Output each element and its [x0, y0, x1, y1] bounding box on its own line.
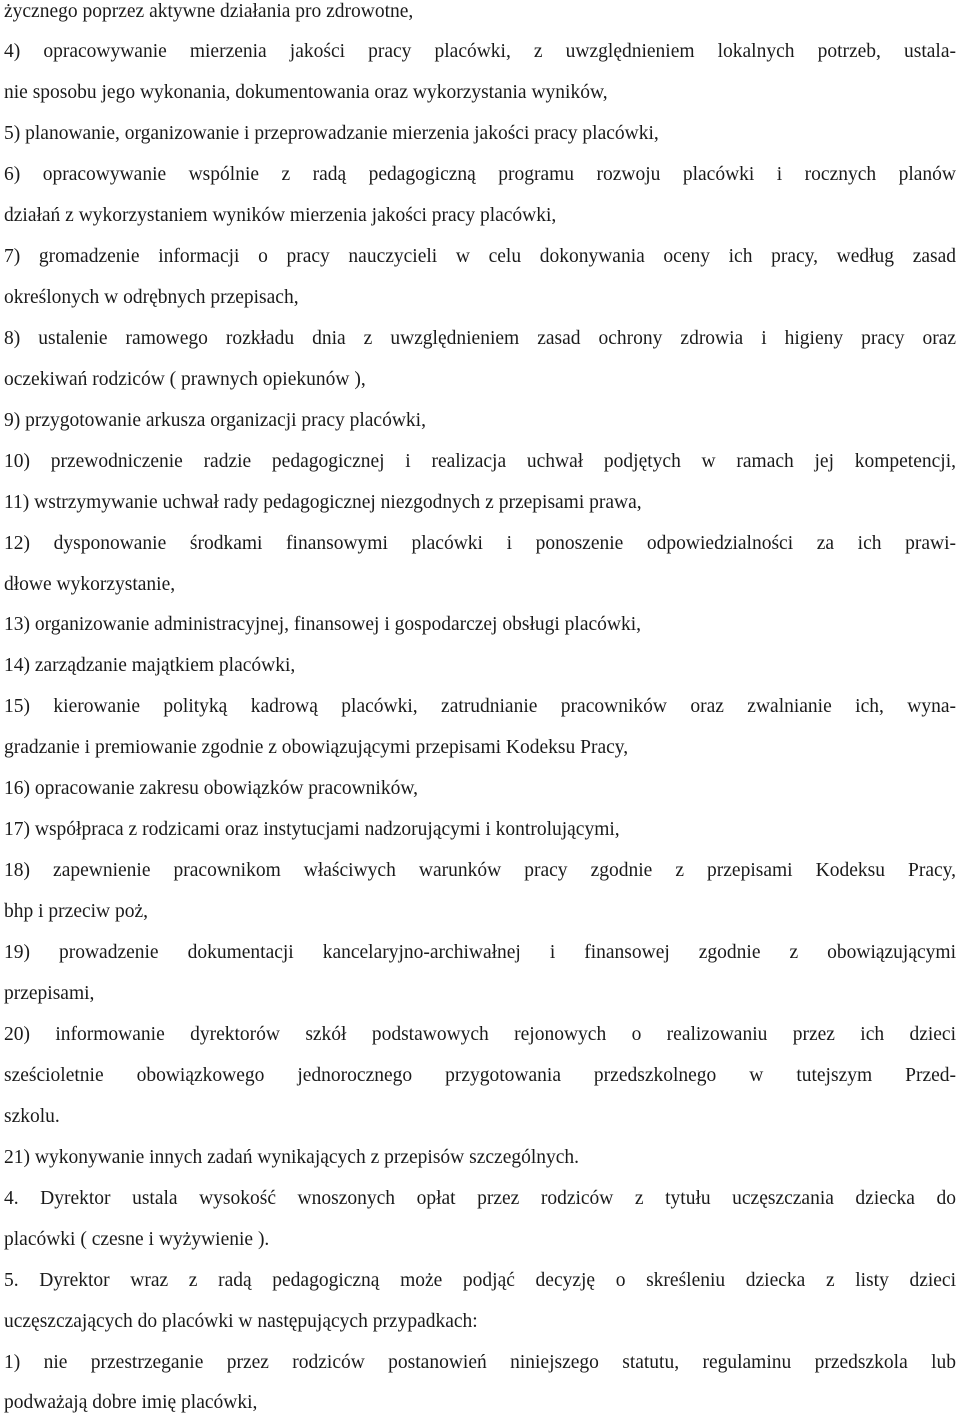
text-line: 18) zapewnienie pracownikom właściwych warunków pracy zgodnie z przepisami Kodeksu Pracy, — [4, 860, 956, 881]
text-line: uczęszczających do placówki w następujących przypadkach: — [4, 1311, 478, 1332]
text-line: 5) planowanie, organizowanie i przeprowadzanie mierzenia jakości pracy placówki, — [4, 123, 659, 144]
text-line: sześcioletnie obowiązkowego jednorocznego przygotowania przedszkolnego w tutejszym Przed- — [4, 1065, 956, 1086]
text-line: 12) dysponowanie środkami finansowymi placówki i ponoszenie odpowiedzialności za ich prawi- — [4, 533, 956, 554]
text-line: 4. Dyrektor ustala wysokość wnoszonych opłat przez rodziców z tytułu uczęszczania dziecka do — [4, 1188, 956, 1209]
text-line: bhp i przeciw poż, — [4, 901, 149, 922]
text-line: 9) przygotowanie arkusza organizacji pracy placówki, — [4, 410, 426, 431]
text-line: 13) organizowanie administracyjnej, finansowej i gospodarczej obsługi placówki, — [4, 614, 642, 635]
text-line: 7) gromadzenie informacji o pracy nauczycieli w celu dokonywania oceny ich pracy, według zasad — [4, 246, 956, 267]
text-line: podważają dobre imię placówki, — [4, 1392, 258, 1413]
text-line: 20) informowanie dyrektorów szkół podstawowych rejonowych o realizowaniu przez ich dzieci — [4, 1024, 956, 1045]
text-line: 8) ustalenie ramowego rozkładu dnia z uwzględnieniem zasad ochrony zdrowia i higieny pracy oraz — [4, 328, 956, 349]
text-line: działań z wykorzystaniem wyników mierzenia jakości pracy placówki, — [4, 205, 557, 226]
text-line: 5. Dyrektor wraz z radą pedagogiczną może podjąć decyzję o skreśleniu dziecka z listy dzieci — [4, 1270, 956, 1291]
text-line: przepisami, — [4, 983, 95, 1004]
text-line: 4) opracowywanie mierzenia jakości pracy placówki, z uwzględnieniem lokalnych potrzeb, ustala- — [4, 41, 956, 62]
text-line: 19) prowadzenie dokumentacji kancelaryjno-archiwałnej i finansowej zgodnie z obowiązującymi — [4, 942, 956, 963]
text-line: 16) opracowanie zakresu obowiązków pracowników, — [4, 778, 419, 799]
text-line: 6) opracowywanie wspólnie z radą pedagogiczną programu rozwoju placówki i rocznych planów — [4, 164, 956, 185]
text-line: nie sposobu jego wykonania, dokumentowania oraz wykorzystania wyników, — [4, 82, 608, 103]
text-line: 17) współpraca z rodzicami oraz instytucjami nadzorującymi i kontrolującymi, — [4, 819, 620, 840]
text-line: dłowe wykorzystanie, — [4, 574, 176, 595]
text-line: placówki ( czesne i wyżywienie ). — [4, 1229, 270, 1250]
text-line: oczekiwań rodziców ( prawnych opiekunów ), — [4, 369, 366, 390]
text-line: 1) nie przestrzeganie przez rodziców postanowień niniejszego statutu, regulaminu przedszkola lub — [4, 1352, 956, 1373]
text-line: szkolu. — [4, 1106, 60, 1127]
text-line: 10) przewodniczenie radzie pedagogicznej i realizacja uchwał podjętych w ramach jej kompetencji, — [4, 451, 956, 472]
text-line: gradzanie i premiowanie zgodnie z obowiązującymi przepisami Kodeksu Pracy, — [4, 737, 629, 758]
text-line: 14) zarządzanie majątkiem placówki, — [4, 655, 296, 676]
text-line: 21) wykonywanie innych zadań wynikających z przepisów szczególnych. — [4, 1147, 580, 1168]
text-line: 11) wstrzymywanie uchwał rady pedagogicznej niezgodnych z przepisami prawa, — [4, 492, 642, 513]
text-line: określonych w odrębnych przepisach, — [4, 287, 299, 308]
text-line: życznego poprzez aktywne działania pro zdrowotne, — [4, 1, 414, 22]
text-line: 15) kierowanie polityką kadrową placówki, zatrudnianie pracowników oraz zwalnianie ich, wyna- — [4, 696, 956, 717]
